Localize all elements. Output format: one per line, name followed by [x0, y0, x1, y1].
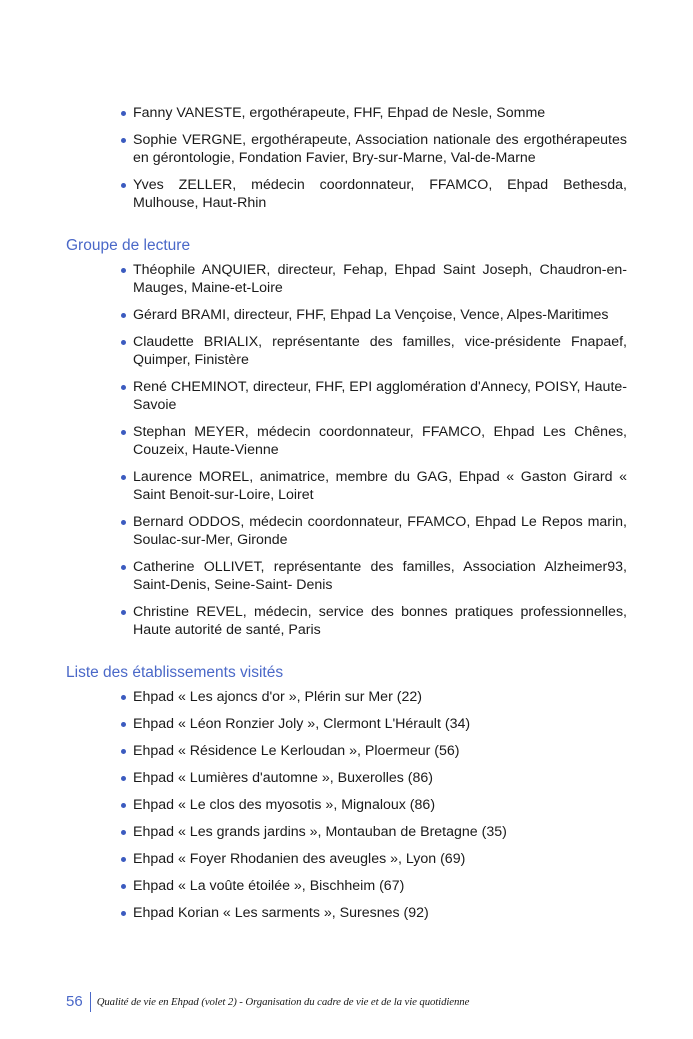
- section-heading-etablissements: Liste des établissements visités: [66, 664, 284, 681]
- list-item: Laurence MOREL, animatrice, membre du GAG, Ehpad « Gaston Girard « Saint Benoit-sur-Loire, Loiret: [133, 469, 627, 503]
- list-item: Catherine OLLIVET, représentante des familles, Association Alzheimer93, Saint-Denis, Seine-Saint- Denis: [133, 559, 627, 593]
- list-item: Ehpad « Lumières d'automne », Buxerolles (86): [133, 769, 627, 787]
- list-item: Ehpad « Les ajoncs d'or », Plérin sur Mer (22): [133, 688, 627, 706]
- list-item: Ehpad « Les grands jardins », Montauban de Bretagne (35): [133, 823, 627, 841]
- section-heading-groupe: Groupe de lecture: [66, 237, 191, 254]
- list-item: Ehpad « Léon Ronzier Joly », Clermont L'Hérault (34): [133, 715, 627, 733]
- list-item: Bernard ODDOS, médecin coordonnateur, FFAMCO, Ehpad Le Repos marin, Soulac-sur-Mer, Gironde: [133, 514, 627, 548]
- list-item: Ehpad Korian « Les sarments », Suresnes (92): [133, 904, 627, 922]
- list-item: Ehpad « Le clos des myosotis », Mignaloux (86): [133, 796, 627, 814]
- list-item: Yves ZELLER, médecin coordonnateur, FFAMCO, Ehpad Bethesda, Mulhouse, Haut-Rhin: [133, 177, 627, 211]
- groupe-list-block: [0, 261, 693, 648]
- list-item: Fanny VANESTE, ergothérapeute, FHF, Ehpad de Nesle, Somme: [133, 104, 627, 122]
- list-item: René CHEMINOT, directeur, FHF, EPI agglomération d'Annecy, POISY, Haute-Savoie: [133, 379, 627, 413]
- page-number: 56: [66, 992, 91, 1012]
- list-item: Théophile ANQUIER, directeur, Fehap, Ehpad Saint Joseph, Chaudron-en-Mauges, Maine-et-Loire: [133, 262, 627, 296]
- list-item: Ehpad « Résidence Le Kerloudan », Ploermeur (56): [133, 742, 627, 760]
- intro-list: [0, 104, 693, 212]
- footer-title: Qualité de vie en Ehpad (volet 2) - Organisation du cadre de vie et de la vie quotidienne: [96, 996, 470, 1008]
- groupe-list: [0, 261, 693, 639]
- etablissements-list: [0, 688, 693, 922]
- list-item: Sophie VERGNE, ergothérapeute, Association nationale des ergothérapeutes en gérontologie, Fondation Favier, Bry-sur-Marne, Val-de-Marne: [133, 132, 627, 166]
- list-item: Claudette BRIALIX, représentante des familles, vice-présidente Fnapaef, Quimper, Finistère: [133, 334, 627, 368]
- list-item: Christine REVEL, médecin, service des bonnes pratiques professionnelles, Haute autorité de santé, Paris: [133, 604, 627, 638]
- page-footer: [66, 990, 469, 1014]
- list-item: Gérard BRAMI, directeur, FHF, Ehpad La Vençoise, Vence, Alpes-Maritimes: [133, 306, 627, 324]
- list-item: Ehpad « Foyer Rhodanien des aveugles », Lyon (69): [133, 850, 627, 868]
- list-item: Stephan MEYER, médecin coordonnateur, FFAMCO, Ehpad Les Chênes, Couzeix, Haute-Vienne: [133, 424, 627, 458]
- list-item: Ehpad « La voûte étoilée », Bischheim (67): [133, 877, 627, 895]
- intro-list-block: [0, 104, 693, 221]
- etablissements-list-block: [0, 688, 693, 931]
